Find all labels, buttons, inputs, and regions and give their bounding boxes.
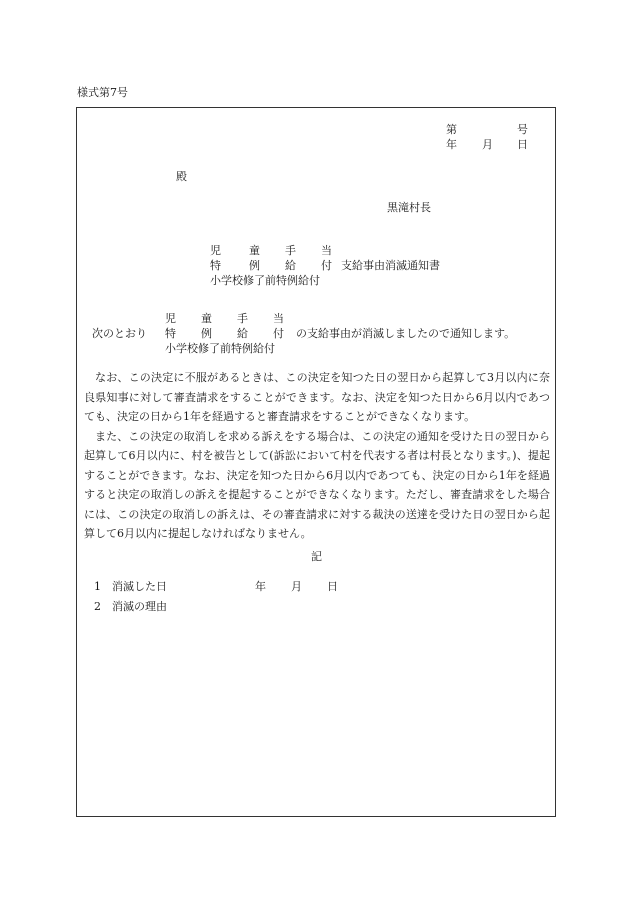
notice-suffix: の支給事由が消滅しましたので通知します。 bbox=[296, 327, 516, 340]
notice-char: 特 bbox=[165, 327, 176, 340]
item-day: 日 bbox=[327, 580, 338, 593]
notice-char: 児 bbox=[165, 312, 176, 325]
paragraph-lawsuit: また、この決定の取消しを求める訴えをする場合は、この決定の通知を受けた日の翌日から起算して6月以内に、村を被告として(訴訟において村を代表する者は村長となります。)、提起することができます。なお、決定を知つた日から6月以内であつても、決定の日から1年を経過すると決定の取消しの訴えを提起することができなくなります。ただし、審査請求をした場合には、この決定の取消しの訴えは、その審査請求に対する裁決の送達を受けた日の翌日から起算して6月以内に提起しなければなりません。 bbox=[84, 429, 550, 540]
notice-char: 付 bbox=[273, 327, 284, 340]
title-char: 童 bbox=[249, 244, 260, 257]
title-line-3: 小学校修了前特例給付 bbox=[210, 274, 320, 287]
item-number: 2 bbox=[94, 600, 101, 613]
title-char: 例 bbox=[249, 259, 260, 272]
notice-line-3: 小学校修了前特例給付 bbox=[165, 342, 275, 355]
item-number: 1 bbox=[94, 580, 101, 593]
item-month: 月 bbox=[291, 580, 302, 593]
doc-number-prefix: 第 bbox=[446, 123, 457, 136]
title-char: 当 bbox=[321, 244, 332, 257]
form-number-label: 様式第7号 bbox=[77, 86, 128, 99]
paragraph-appeal: なお、この決定に不服があるときは、この決定を知つた日の翌日から起算して3月以内に奈良県知事に対して審査請求をすることができます。なお、決定を知つた日から6月以内であつても、決定の日から1年を経過すると審査請求をすることができなくなります。 bbox=[84, 371, 550, 423]
item-label: 消滅した日 bbox=[112, 580, 167, 593]
date-month: 月 bbox=[482, 138, 493, 151]
item-label: 消滅の理由 bbox=[112, 600, 167, 613]
body-text bbox=[84, 368, 550, 544]
notice-char: 手 bbox=[237, 312, 248, 325]
title-suffix: 支給事由消滅通知書 bbox=[341, 259, 440, 272]
title-char: 付 bbox=[321, 259, 332, 272]
item-year: 年 bbox=[255, 580, 266, 593]
date-year: 年 bbox=[446, 138, 457, 151]
title-char: 手 bbox=[285, 244, 296, 257]
title-char: 特 bbox=[210, 259, 221, 272]
sender-name: 黒滝村長 bbox=[387, 201, 431, 214]
date-day: 日 bbox=[517, 138, 528, 151]
title-char: 児 bbox=[210, 244, 221, 257]
notice-char: 童 bbox=[201, 312, 212, 325]
ki-heading: 記 bbox=[311, 550, 322, 563]
addressee-suffix: 殿 bbox=[176, 170, 187, 183]
doc-number-suffix: 号 bbox=[517, 123, 528, 136]
notice-char: 例 bbox=[201, 327, 212, 340]
notice-char: 給 bbox=[237, 327, 248, 340]
title-char: 給 bbox=[285, 259, 296, 272]
notice-char: 当 bbox=[273, 312, 284, 325]
notice-prefix: 次のとおり bbox=[92, 327, 147, 340]
